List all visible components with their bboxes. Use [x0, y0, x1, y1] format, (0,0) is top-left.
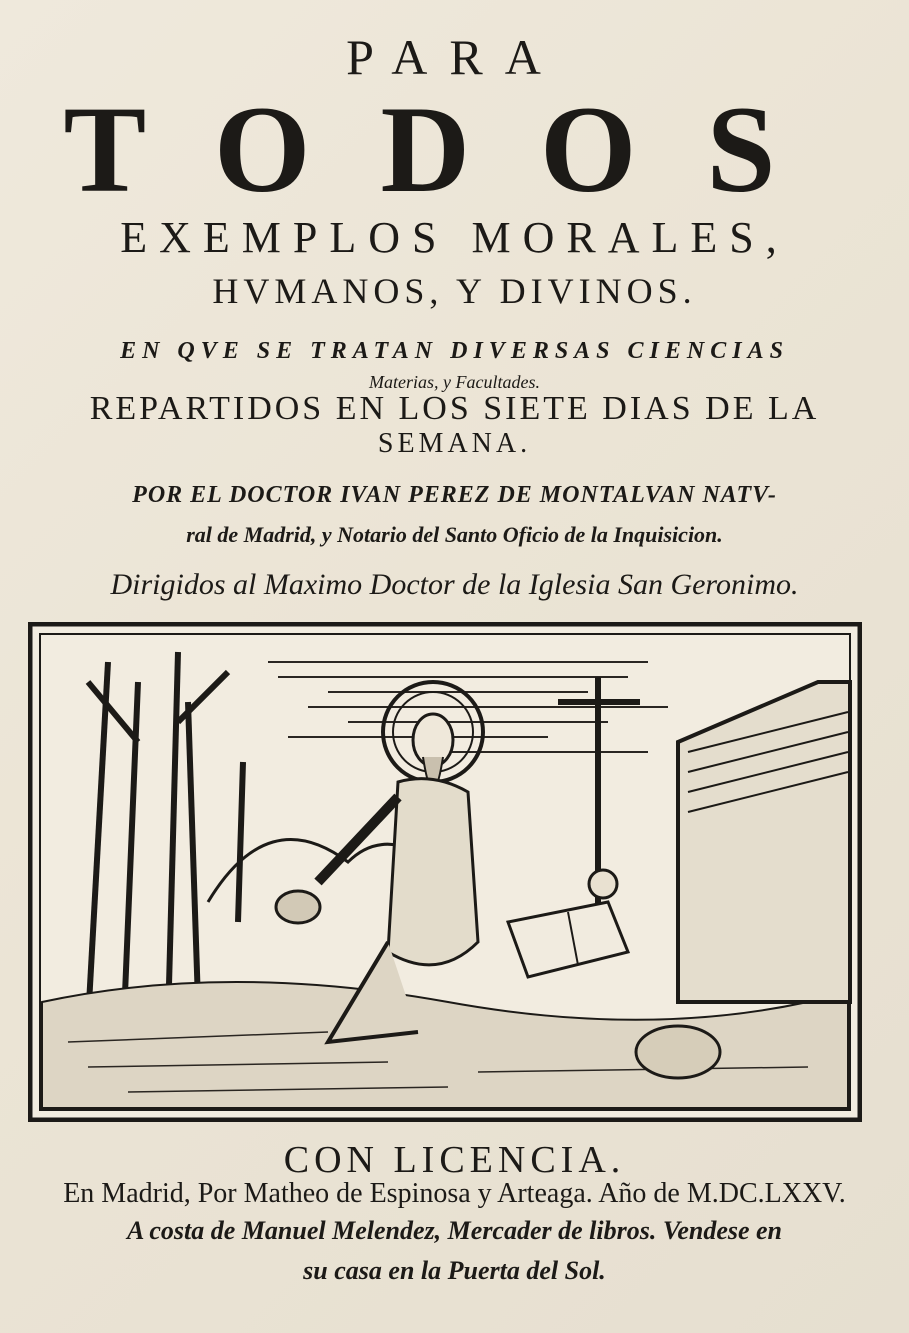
imprint-seller-line: A costa de Manuel Melendez, Mercader de libros. Vendese en: [126, 1216, 783, 1245]
subtitle-line-repartidos: REPARTIDOS EN LOS SIETE DIAS DE LA: [89, 390, 820, 427]
license-line: CON LICENCIA.: [283, 1139, 626, 1181]
subtitle-line-ciencias: EN QVE SE TRATAN DIVERSAS CIENCIAS: [120, 338, 789, 364]
dedication-line: Dirigidos al Maximo Doctor de la Iglesia San Geronimo.: [110, 568, 799, 601]
author-line-2: ral de Madrid, y Notario del Santo Oficio de la Inquisicion.: [186, 522, 723, 547]
subtitle-line-materias: Materias, y Facultades.: [369, 372, 540, 392]
hermit-hut: [678, 682, 850, 1002]
subtitle-line-semana: SEMANA.: [377, 428, 532, 459]
title-line-exemplos: EXEMPLOS MORALES,: [120, 213, 789, 262]
imprint-address-line: su casa en la Puerta del Sol.: [303, 1256, 606, 1285]
title-line-para: PARA: [346, 29, 563, 85]
title-line-humanos: HVMANOS, Y DIVINOS.: [212, 271, 697, 311]
author-line-1: POR EL DOCTOR IVAN PEREZ DE MONTALVAN NATV-: [132, 482, 777, 508]
title-line-todos: TODOS: [63, 81, 846, 218]
lion: [636, 1026, 720, 1078]
woodcut-saint-jerome-illustration: [28, 622, 862, 1122]
imprint-place-line: En Madrid, Por Matheo de Espinosa y Arteaga. Año de M.DC.LXXV.: [63, 1178, 846, 1209]
